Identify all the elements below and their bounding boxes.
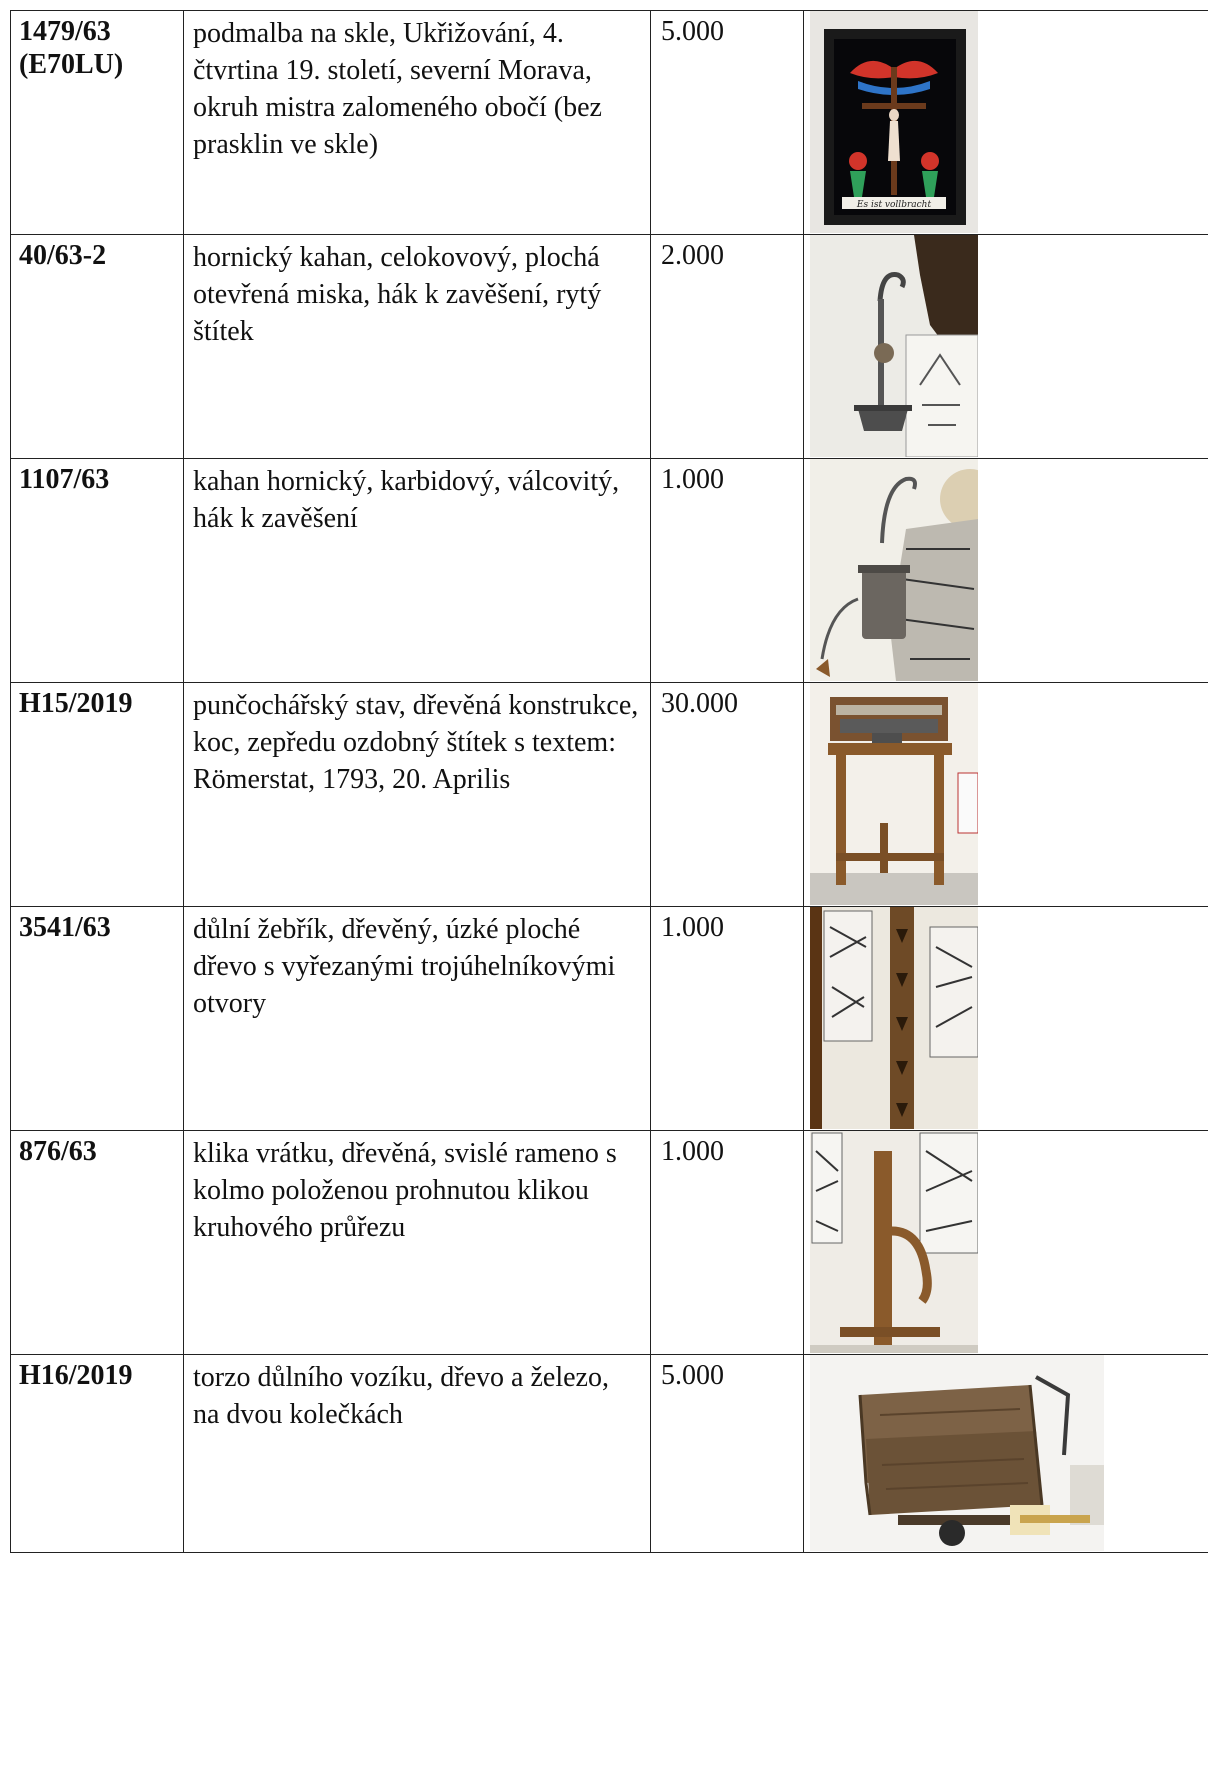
- table-row: [11, 683, 1208, 907]
- inventory-number: 876/63: [19, 1136, 97, 1167]
- mine-cart-icon: [810, 1355, 1104, 1551]
- value-cell: [651, 683, 804, 907]
- description-cell: [184, 235, 651, 459]
- description-cell: [184, 907, 651, 1131]
- photo-cell: [804, 1131, 1208, 1355]
- item-value: 30.000: [661, 688, 738, 719]
- value-cell: [651, 459, 804, 683]
- inventory-number-cell: [11, 235, 184, 459]
- description-cell: [184, 683, 651, 907]
- table-row: [11, 1355, 1208, 1553]
- table-row: [11, 907, 1208, 1131]
- inventory-number-cell: [11, 1131, 184, 1355]
- item-description: kahan hornický, karbidový, válcovitý, hák k zavěšení: [193, 466, 620, 534]
- inventory-number: 3541/63: [19, 912, 111, 943]
- mine-ladder-icon: [810, 907, 978, 1129]
- inventory-number-cell: [11, 907, 184, 1131]
- inventory-number-cell: [11, 459, 184, 683]
- inventory-number-cell: [11, 1355, 184, 1553]
- item-value: 5.000: [661, 1360, 724, 1391]
- description-cell: [184, 459, 651, 683]
- inventory-number-cell: [11, 683, 184, 907]
- table-row: [11, 1131, 1208, 1355]
- item-description: torzo důlního vozíku, dřevo a železo, na dvou kolečkách: [193, 1362, 609, 1430]
- table-row: [11, 11, 1208, 235]
- inventory-number: 1107/63: [19, 464, 110, 495]
- photo-cell: [804, 235, 1208, 459]
- description-cell: [184, 11, 651, 235]
- table-row: [11, 235, 1208, 459]
- inventory-number: H15/2019: [19, 688, 133, 719]
- carbide-lamp-icon: [810, 459, 978, 681]
- photo-caption-text: Es ist vollbracht: [856, 200, 932, 210]
- photo-cell: [804, 907, 1208, 1131]
- item-value: 1.000: [661, 464, 724, 495]
- item-value: 1.000: [661, 912, 724, 943]
- description-cell: [184, 1355, 651, 1553]
- item-description: hornický kahan, celokovový, plochá otevřená miska, hák k zavěšení, rytý štítek: [193, 242, 602, 347]
- stocking-frame-icon: [810, 683, 978, 905]
- item-description: klika vrátku, dřevěná, svislé rameno s kolmo položenou prohnutou klikou kruhového průřezu: [193, 1138, 617, 1243]
- value-cell: [651, 1131, 804, 1355]
- photo-cell: [804, 459, 1208, 683]
- item-value: 2.000: [661, 240, 724, 271]
- inventory-number: H16/2019: [19, 1360, 133, 1391]
- description-cell: [184, 1131, 651, 1355]
- table-row: [11, 459, 1208, 683]
- item-description: punčochářský stav, dřevěná konstrukce, koc, zepředu ozdobný štítek s textem: Römerstat, 1793, 20. Aprilis: [193, 690, 639, 795]
- inventory-number-cell: [11, 11, 184, 235]
- photo-cell: [804, 1355, 1208, 1553]
- item-value: 5.000: [661, 16, 724, 47]
- item-value: 1.000: [661, 1136, 724, 1167]
- value-cell: [651, 235, 804, 459]
- winch-crank-icon: [810, 1131, 978, 1353]
- value-cell: [651, 11, 804, 235]
- item-description: důlní žebřík, dřevěný, úzké ploché dřevo s vyřezanými trojúhelníkovými otvory: [193, 914, 616, 1019]
- reverse-glass-painting-icon: [810, 11, 978, 233]
- value-cell: [651, 907, 804, 1131]
- catalog-table: [10, 10, 1208, 1553]
- inventory-number: 40/63-2: [19, 240, 107, 271]
- value-cell: [651, 1355, 804, 1553]
- inventory-number: 1479/63 (E70LU): [19, 16, 124, 80]
- photo-cell: [804, 11, 1208, 235]
- item-description: podmalba na skle, Ukřižování, 4. čtvrtina 19. století, severní Morava, okruh mistra zalomeného obočí (bez prasklin ve skle): [193, 18, 602, 160]
- photo-cell: [804, 683, 1208, 907]
- miners-lamp-icon: [810, 235, 978, 457]
